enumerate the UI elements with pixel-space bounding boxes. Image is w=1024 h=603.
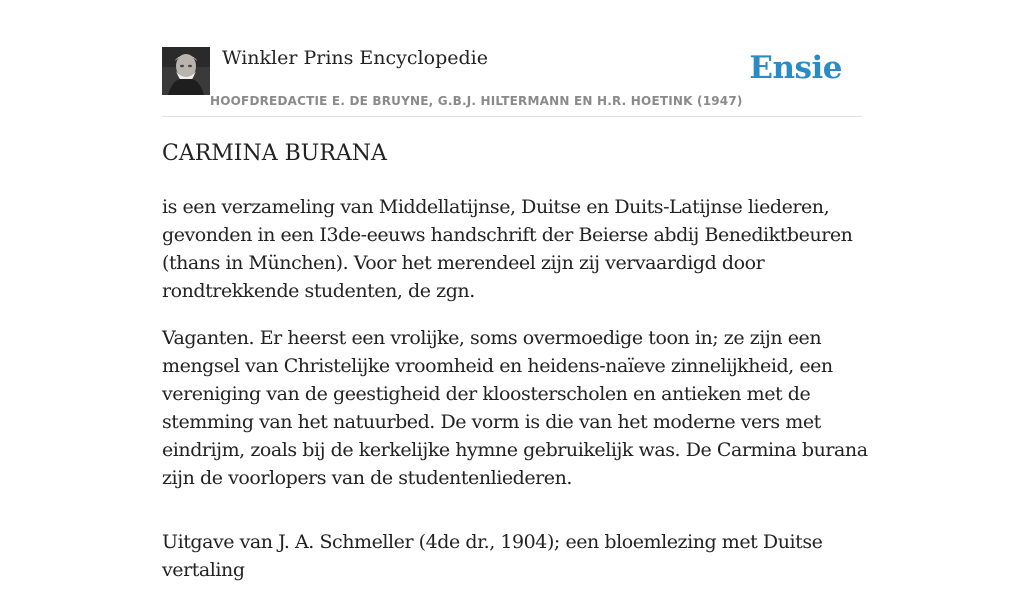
article-paragraph-1: is een verzameling van Middellatijnse, Duitse en Duits-Latijnse liederen, gevonden in een I3de-eeuws handschrift der Beierse abdij Benediktbeuren (thans in München). Voor het merendeel zijn zij vervaardigd door rondtrekkende studenten, de zgn. bbox=[162, 196, 853, 302]
ensie-logo[interactable]: Ensie bbox=[749, 50, 842, 86]
article-paragraph-2: Vaganten. Er heerst een vrolijke, soms overmoedige toon in; ze zijn een mengsel van Christelijke vroomheid en heidens-naïeve zinnelijkheid, een vereniging van de geestigheid der kloosterscholen en antieken met de stemming van het natuurbed. De vorm is die van het moderne vers met eindrijm, zoals bij de kerkelijke hymne gebruikelijk was. De Carmina burana zijn de voorlopers van de studentenliederen. bbox=[162, 327, 868, 489]
source-header bbox=[162, 44, 862, 117]
article-body bbox=[162, 193, 872, 603]
article-title: CARMINA BURANA bbox=[162, 141, 387, 166]
article-paragraph-3: Uitgave van J. A. Schmeller (4de dr., 1904); een bloemlezing met Duitse vertaling bbox=[162, 531, 823, 581]
portrait-avatar-icon bbox=[162, 47, 210, 95]
editors-line: HOOFDREDACTIE E. DE BRUYNE, G.B.J. HILTERMANN EN H.R. HOETINK (1947) bbox=[210, 94, 743, 108]
source-title[interactable]: Winkler Prins Encyclopedie bbox=[222, 47, 488, 69]
